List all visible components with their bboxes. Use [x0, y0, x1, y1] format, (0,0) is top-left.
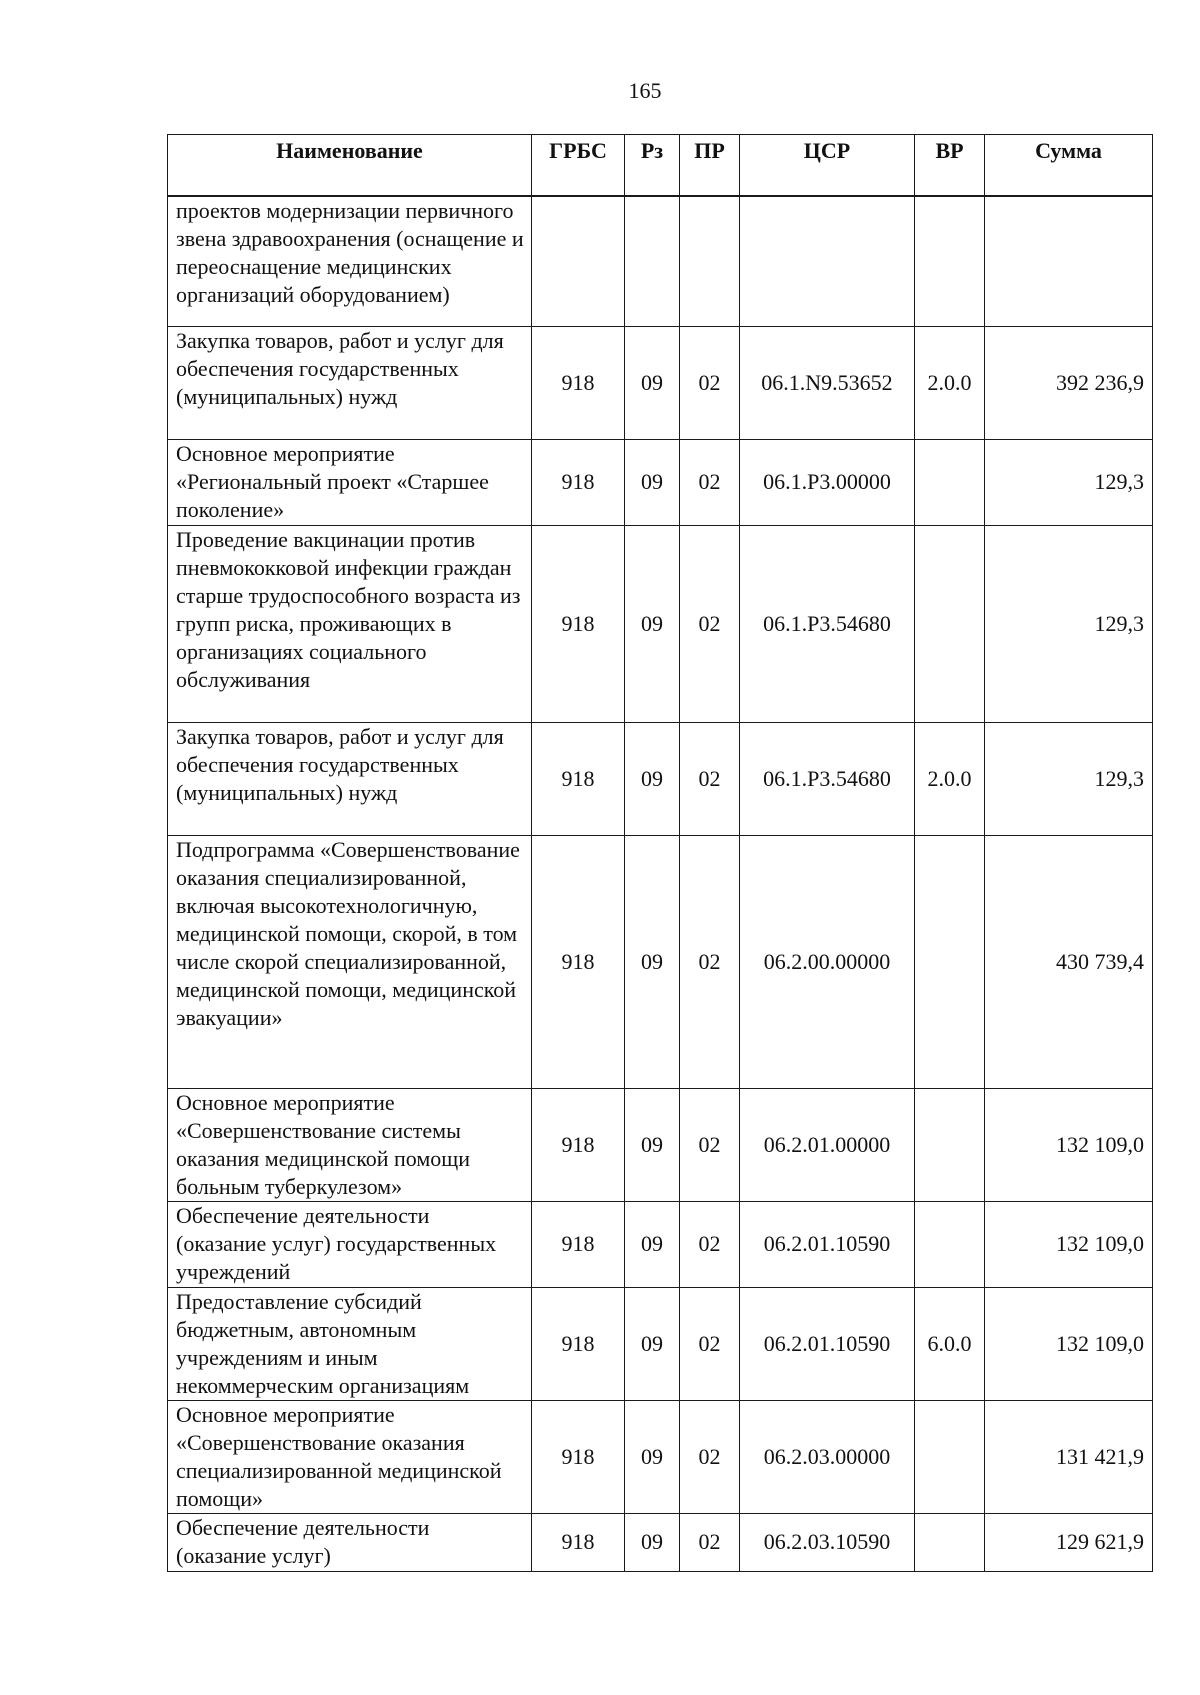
cell-sum: 132 109,0 [985, 1088, 1153, 1201]
cell-csr: 06.1.P3.54680 [740, 525, 915, 722]
cell-csr: 06.2.00.00000 [740, 835, 915, 1088]
header-vr: ВР [915, 135, 985, 197]
table-row [168, 439, 1153, 525]
cell-rz: 09 [625, 722, 680, 835]
cell-vr [915, 1088, 985, 1201]
table-row [168, 196, 1153, 326]
table-header-row [168, 135, 1153, 197]
cell-pr: 02 [680, 1513, 740, 1571]
cell-pr: 02 [680, 1287, 740, 1400]
cell-vr [915, 525, 985, 722]
page-number: 165 [628, 78, 662, 103]
cell-name: Обеспечение деятельности (оказание услуг) государственных учреждений [168, 1201, 532, 1287]
cell-rz: 09 [625, 326, 680, 439]
cell-pr [680, 196, 740, 326]
cell-csr: 06.2.03.00000 [740, 1400, 915, 1513]
table-row [168, 525, 1153, 722]
table-row [168, 1400, 1153, 1513]
cell-csr: 06.1.P3.54680 [740, 722, 915, 835]
cell-name: Проведение вакцинации против пневмококковой инфекции граждан старше трудоспособного возраста из групп риска, проживающих в организациях социального обслуживания [168, 525, 532, 722]
cell-grbs: 918 [532, 1201, 625, 1287]
cell-vr [915, 835, 985, 1088]
cell-sum: 129,3 [985, 525, 1153, 722]
cell-pr: 02 [680, 722, 740, 835]
table-row [168, 1201, 1153, 1287]
cell-sum: 129,3 [985, 439, 1153, 525]
table-row [168, 835, 1153, 1088]
cell-grbs: 918 [532, 722, 625, 835]
cell-name: Основное мероприятие «Совершенствование оказания специализированной медицинской помощи» [168, 1400, 532, 1513]
cell-rz: 09 [625, 835, 680, 1088]
cell-vr [915, 196, 985, 326]
cell-grbs [532, 196, 625, 326]
cell-vr [915, 1201, 985, 1287]
cell-vr: 2.0.0 [915, 326, 985, 439]
cell-grbs: 918 [532, 1513, 625, 1571]
cell-vr [915, 1400, 985, 1513]
cell-name: Основное мероприятие «Совершенствование системы оказания медицинской помощи больным туберкулезом» [168, 1088, 532, 1201]
cell-csr: 06.2.01.00000 [740, 1088, 915, 1201]
cell-grbs: 918 [532, 326, 625, 439]
header-name: Наименование [168, 135, 532, 197]
header-sum: Сумма [985, 135, 1153, 197]
cell-vr [915, 1513, 985, 1571]
cell-vr [915, 439, 985, 525]
cell-grbs: 918 [532, 835, 625, 1088]
cell-pr: 02 [680, 1400, 740, 1513]
cell-rz: 09 [625, 1400, 680, 1513]
cell-sum: 129,3 [985, 722, 1153, 835]
cell-pr: 02 [680, 326, 740, 439]
table-row [168, 1513, 1153, 1571]
cell-rz: 09 [625, 1201, 680, 1287]
cell-sum: 131 421,9 [985, 1400, 1153, 1513]
cell-sum: 430 739,4 [985, 835, 1153, 1088]
cell-csr: 06.2.03.10590 [740, 1513, 915, 1571]
cell-rz: 09 [625, 525, 680, 722]
header-pr: ПР [680, 135, 740, 197]
cell-name: Подпрограмма «Совершенствование оказания специализированной, включая высокотехнологичную, медицинской помощи, скорой, в том числе скорой специализированной, медицинской помощи, медицинской эвакуации» [168, 835, 532, 1088]
cell-vr: 6.0.0 [915, 1287, 985, 1400]
cell-sum: 129 621,9 [985, 1513, 1153, 1571]
cell-pr: 02 [680, 835, 740, 1088]
cell-csr: 06.1.N9.53652 [740, 326, 915, 439]
cell-name: Обеспечение деятельности (оказание услуг) [168, 1513, 532, 1571]
cell-name: проектов модернизации первичного звена здравоохранения (оснащение и переоснащение медицинских организаций оборудованием) [168, 196, 532, 326]
cell-sum [985, 196, 1153, 326]
cell-sum: 392 236,9 [985, 326, 1153, 439]
cell-csr [740, 196, 915, 326]
cell-rz: 09 [625, 1513, 680, 1571]
cell-pr: 02 [680, 1088, 740, 1201]
table-row [168, 1088, 1153, 1201]
table-row [168, 1287, 1153, 1400]
cell-rz: 09 [625, 1287, 680, 1400]
cell-name: Закупка товаров, работ и услуг для обеспечения государственных (муниципальных) нужд [168, 722, 532, 835]
cell-grbs: 918 [532, 439, 625, 525]
cell-csr: 06.2.01.10590 [740, 1201, 915, 1287]
cell-csr: 06.1.P3.00000 [740, 439, 915, 525]
cell-name: Предоставление субсидий бюджетным, автономным учреждениям и иным некоммерческим организациям [168, 1287, 532, 1400]
cell-grbs: 918 [532, 525, 625, 722]
cell-rz: 09 [625, 439, 680, 525]
header-csr: ЦСР [740, 135, 915, 197]
table-row [168, 326, 1153, 439]
header-grbs: ГРБС [532, 135, 625, 197]
table-row [168, 722, 1153, 835]
cell-sum: 132 109,0 [985, 1201, 1153, 1287]
cell-pr: 02 [680, 1201, 740, 1287]
cell-sum: 132 109,0 [985, 1287, 1153, 1400]
cell-pr: 02 [680, 525, 740, 722]
cell-name: Основное мероприятие «Региональный проект «Старшее поколение» [168, 439, 532, 525]
cell-grbs: 918 [532, 1088, 625, 1201]
cell-rz: 09 [625, 1088, 680, 1201]
cell-grbs: 918 [532, 1400, 625, 1513]
header-rz: Рз [625, 135, 680, 197]
budget-table [167, 134, 1153, 1572]
cell-vr: 2.0.0 [915, 722, 985, 835]
cell-rz [625, 196, 680, 326]
cell-csr: 06.2.01.10590 [740, 1287, 915, 1400]
cell-pr: 02 [680, 439, 740, 525]
cell-grbs: 918 [532, 1287, 625, 1400]
cell-name: Закупка товаров, работ и услуг для обеспечения государственных (муниципальных) нужд [168, 326, 532, 439]
